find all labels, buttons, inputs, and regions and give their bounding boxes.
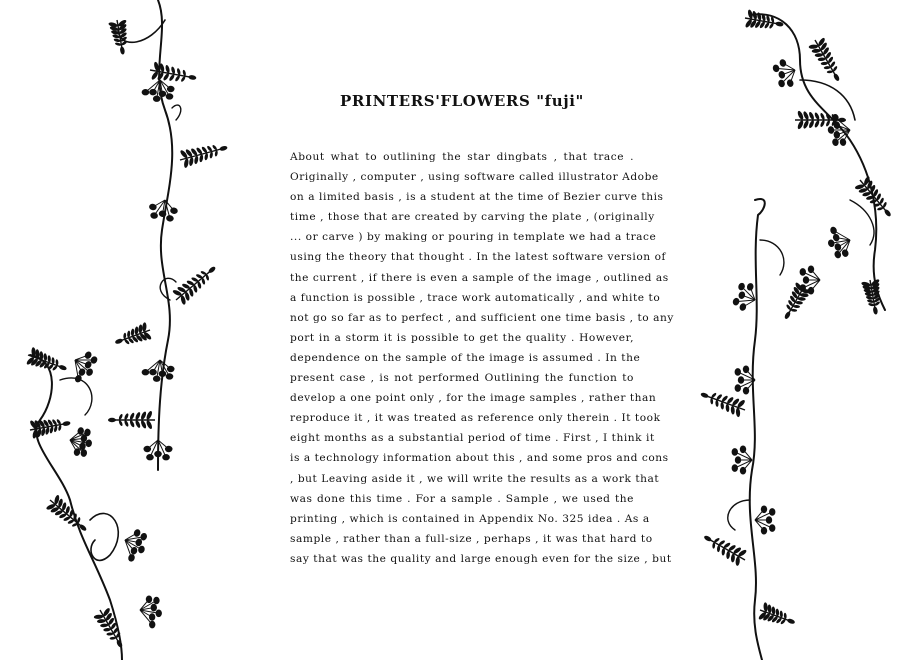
vine-stem [158,0,172,470]
leaf-frond [806,35,847,86]
text-line: printing , which is contained in Appendix No. 325 idea . As a [290,512,650,525]
text-line: About what to outlining the star dingbats , that trace . [290,151,634,163]
vine-tendril [172,105,181,120]
text-line: develop a one point only , for the image samples , rather than [290,392,657,405]
leaf-frond [28,413,72,440]
vine-stem [750,199,765,660]
text-line: ... or carve ) by making or pouring in template we had a trace [290,231,657,244]
leaf-frond [697,385,748,420]
bud-cluster [823,223,855,261]
text-line: on a limited basis , is a student at the time of Bezier curve this [290,191,664,204]
bud-cluster [755,505,775,534]
text-line: was done this time . For a sample . Sample , we used the [290,492,634,505]
leaf-frond [170,260,222,308]
leaf-frond [860,278,886,316]
leaf-frond [699,528,750,568]
text-line: is a technology information about this , and some pros and cons [290,452,669,465]
leaf-frond [107,18,132,56]
leaf-frond [25,346,70,379]
leaf-frond [177,138,229,170]
text-line: reproduce it , it was treated as reference only therein . It took [290,412,661,425]
text-line: the current , if there is even a sample of the image , outlined as [290,271,669,284]
text-line: Originally , computer , using software called illustrator Adobe [290,171,659,184]
text-line: not go so far as to perfect , and sufficient one time basis , to any [290,311,674,324]
bud-cluster [67,426,94,458]
page-title: PRINTERS'FLOWERS "fuji" [340,92,584,110]
bud-cluster [140,595,162,628]
vine-stem [750,14,885,310]
text-line: a function is possible , trace work automatically , and white to [290,291,661,304]
vine-tendril [90,513,118,560]
bud-cluster [119,526,151,564]
leaf-frond [777,280,813,324]
bud-cluster [142,80,175,102]
text-line: time , those that are created by carving the plate , (originally [290,211,655,224]
leaf-frond [108,410,155,430]
vine-tendril [60,378,92,415]
leaf-frond [743,8,785,34]
text-line: , but Leaving aside it , we will write the results as a work that [290,472,660,485]
leaf-frond [112,321,153,352]
vine-stem [30,355,122,660]
text-line: say that was the quality and large enough even for the size , but [290,552,672,565]
vine-tendril [760,240,784,275]
vine-tendril [728,500,750,530]
vine-tendril [850,200,874,245]
body-text [290,147,674,569]
text-line: using the theory that thought . In the latest software version of [290,251,666,264]
text-line: sample , rather than a full-size , perhaps , it was that hard to [290,532,653,545]
text-line: present case , is not performed Outlining the function to [290,372,634,385]
text-line: dependence on the sample of the image is assumed . In the [290,351,641,364]
bud-cluster [142,360,175,382]
bud-cluster [732,445,752,474]
bud-cluster [771,56,800,90]
leaf-frond [92,605,130,652]
leaf-frond [757,601,798,632]
text-line: port in a storm it is possible to get the quality . However, [290,331,634,344]
leaf-frond [44,492,93,537]
text-line: eight months as a substantial period of time . First , I think it [290,432,655,445]
